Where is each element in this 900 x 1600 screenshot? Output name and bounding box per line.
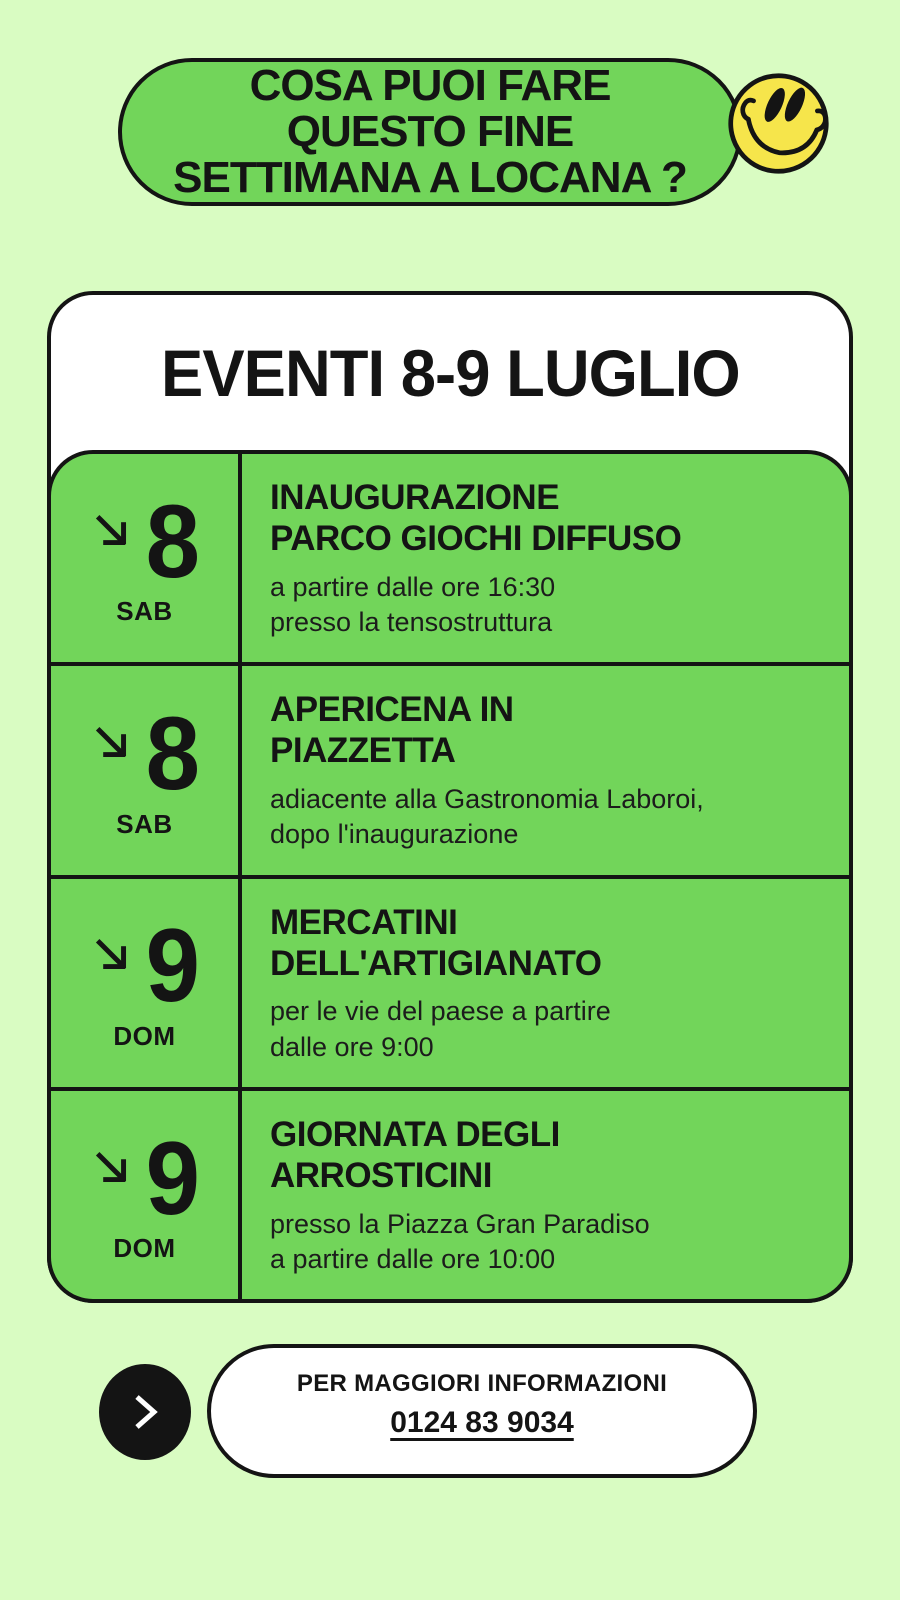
event-title: INAUGURAZIONE PARCO GIOCHI DIFFUSO <box>270 478 682 559</box>
event-text-cell <box>242 666 849 874</box>
diagonal-arrow-icon <box>90 933 134 977</box>
event-weekday: SAB <box>116 808 173 839</box>
event-weekday: DOM <box>113 1233 176 1264</box>
event-weekday: SAB <box>116 596 173 627</box>
event-day-number: 9 <box>145 1120 198 1237</box>
event-weekday: DOM <box>113 1020 176 1051</box>
event-text-cell <box>242 1091 849 1299</box>
event-details: per le vie del paese a partire dalle ore 9:00 <box>270 996 611 1062</box>
header-title-line: QUESTO FINE <box>286 107 574 157</box>
header-title-line: SETTIMANA A LOCANA ? <box>173 152 687 202</box>
card-title: EVENTI 8-9 LUGLIO <box>160 335 740 410</box>
diagonal-arrow-icon <box>90 1146 134 1190</box>
event-row <box>51 662 849 874</box>
contact-info-label: PER MAGGIORI INFORMAZIONI <box>296 1370 668 1397</box>
event-text-cell <box>242 454 849 662</box>
event-day-number: 8 <box>145 483 198 600</box>
events-card <box>47 291 853 1303</box>
diagonal-arrow-icon <box>90 509 134 553</box>
event-details: adiacente alla Gastronomia Laboroi, dopo l'inaugurazione <box>270 784 704 850</box>
event-row <box>51 454 849 662</box>
event-details: presso la Piazza Gran Paradiso a partire dalle ore 10:00 <box>270 1208 650 1274</box>
header-banner <box>118 58 742 206</box>
event-day-number: 8 <box>145 696 198 813</box>
event-title: APERICENA IN PIAZZETTA <box>270 690 514 771</box>
event-table <box>47 450 853 1303</box>
event-date-cell <box>51 1091 242 1299</box>
event-row <box>51 875 849 1087</box>
diagonal-arrow-icon <box>90 721 134 765</box>
header-title-line: COSA PUOI FARE <box>249 61 611 111</box>
smiley-face-icon <box>726 71 831 176</box>
contact-info-panel <box>207 1344 757 1478</box>
event-date-cell <box>51 666 242 874</box>
more-info-button[interactable] <box>99 1364 191 1460</box>
chevron-right-icon <box>122 1387 168 1437</box>
phone-number-link[interactable]: 0124 83 9034 <box>390 1406 574 1439</box>
event-day-number: 9 <box>145 908 198 1025</box>
card-title-area <box>51 295 849 450</box>
event-details: a partire dalle ore 16:30 presso la tensostruttura <box>270 571 556 638</box>
event-date-cell <box>51 879 242 1087</box>
event-title: MERCATINI DELL'ARTIGIANATO <box>270 902 602 983</box>
event-row <box>51 1087 849 1299</box>
event-text-cell <box>242 879 849 1087</box>
event-title: GIORNATA DEGLI ARROSTICINI <box>270 1114 560 1195</box>
event-date-cell <box>51 454 242 662</box>
